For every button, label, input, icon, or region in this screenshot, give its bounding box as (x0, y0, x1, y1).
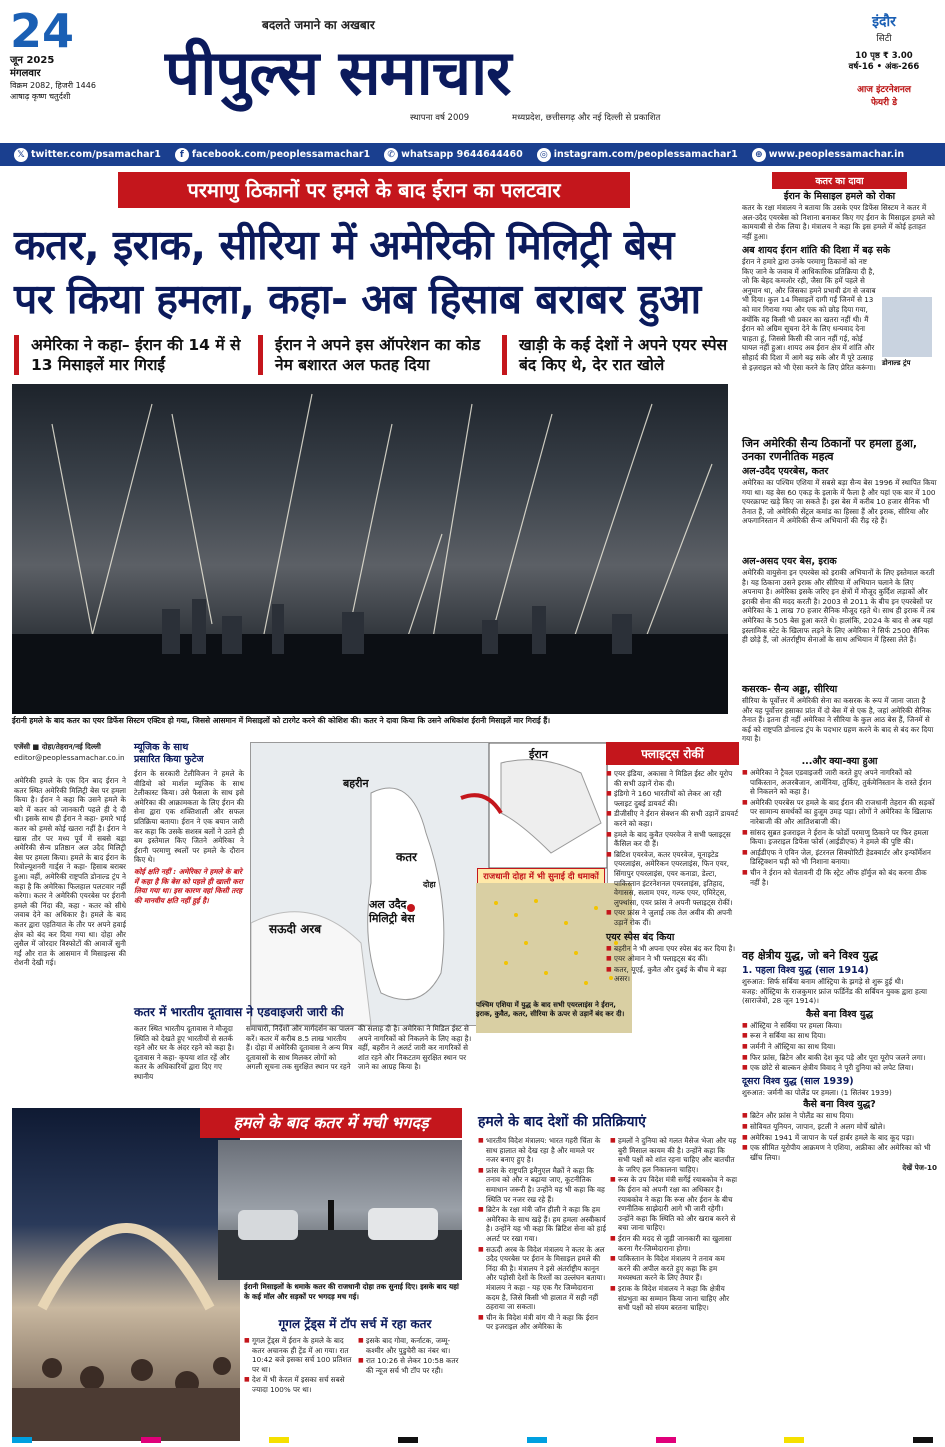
sidebar-text-2: ईरान ने हमारे द्वारा उनके परमाणु ठिकानों को नष्ट किए जाने के जवाब में आधिकारिक प्रतिक्रिया दी है, जो कि बेहद कमजोर रही, जैसा कि हमें पहले से अनुमान था, और जिसका हमने प्रभावी ढंग से जवाब भी दिया। कुल 14 मिसाइलें दागी गईं जिनमें से 13 को मार गिराया गया और एक को छोड़ दिया गया, क्योंकि वह किसी भी प्रकार का खतरा नहीं थी। मैं ईरान को अग्रिम सूचना देने के लिए धन्यवाद देना चाहता हूं, जिससे किसी की जान नहीं गई, कोई घायल नहीं हुआ। शायद अब ईरान क्षेत्र में शांति और सौहार्द की दिशा में आगे बढ़ सके और मैं पूरे उत्साह से इज़राइल को भी ऐसा करने के लिए प्रेरित करूंगा। (742, 257, 876, 372)
airspace-list (606, 944, 739, 984)
reaction-item: ■ हमलों ने दुनिया को गलत मैसेज भेजा और यह बुरी मिसाल कायम की है। उन्होंने कहा कि सभी पक्षों को शांत रहना चाहिए और बातचीत के जरिए हल निकालना चाहिए। (610, 1136, 738, 1174)
map-note: राजधानी दोहा में भी सुनाई दी धमाकों (477, 868, 605, 898)
masthead-logo: पीपुल्स समाचार (165, 36, 511, 109)
headline-line-2: पर किया हमला, कहा- अब हिसाब बराबर हुआ (14, 275, 701, 323)
sidebar-list-12 (742, 1111, 937, 1162)
reaction-item: ■ रूस के उप विदेश मंत्री सर्गेई रयाबकोव ने कहा कि ईरान को अपनी रक्षा का अधिकार है। रयाबकोव ने कहा कि रूस और ईरान के बीच रणनीतिक साझेदारी आगे भी जारी रहेगी। उन्होंने कहा कि स्थिति को और खराब करने से बचा जाना चाहिए। (610, 1175, 738, 1233)
date-tithi: आषाढ़ कृष्ण चतुर्दशी (10, 92, 71, 101)
google-item: ■ देश में भी केरल में इसका सर्च सबसे ज्यादा 100% पर था। (244, 1375, 352, 1394)
instagram-icon: ◎ (537, 148, 551, 162)
sidebar-text-11: शुरुआत: जर्मनी का पोलैंड पर हमला। (1 सितंबर 1939) (742, 1087, 892, 1097)
flights-box (606, 742, 739, 985)
google-item: ■ इसके बाद गोवा, कर्नाटक, जम्मू-कश्मीर और पुडुचेरी का नंबर था। (358, 1336, 466, 1355)
lead-kicker: परमाणु ठिकानों पर हमले के बाद ईरान का पलटवार (118, 172, 630, 208)
published-note: मध्यप्रदेश, छत्तीसगढ़ और नई दिल्ली से प्रकाशित (512, 113, 661, 123)
subhead-2: ईरान ने अपने इस ऑपरेशन का कोड नेम बशारत अल फतह दिया (258, 335, 496, 375)
subhead-3: खाड़ी के कई देशों ने अपने एयर स्पेस बंद किए थे, देर रात खोले (502, 335, 732, 375)
flights-title: फ्लाइट्स रोकीं (606, 742, 739, 765)
sidebar-text-6: सीरिया के पूर्वोत्तर में अमेरिकी सेना का कसरक के रूप में जाना जाता है और यह पूर्वोत्तर हसाका प्रांत में दो बेस में से एक है, जहां अमेरिकी सैनिक तैनात हैं। इतना ही नहीं अमेरिका ने सीरिया के कुल आठ बेस हैं, जिनमें से कई को राष्ट्रपति डोनाल्ड ट्रंप के पदभार ग्रहण करने के बाद से बंद कर दिया गया है। (742, 696, 934, 744)
crowd-illustration (12, 1108, 240, 1441)
route-caption: पश्चिम एशिया में युद्ध के बाद सभी एयरलाइंस ने ईरान, इराक, कुवैत, कतर, सीरिया के ऊपर से उड़ानें बंद कर दी। (476, 1001, 625, 1018)
edition-price: 10 पृष्ठ ₹ 3.00 (855, 51, 913, 61)
sidebar-item: ■ सोवियत यूनियन, जापान, इटली ने अलग मोर्चे खोले। (742, 1122, 937, 1132)
missile-trails-illustration (12, 384, 728, 714)
sidebar-head-7: ...और क्या-क्या हुआ (801, 756, 878, 767)
edition-type: सिटी (876, 34, 892, 44)
stampede-banner: हमले के बाद कतर में मची भगदड़ (200, 1108, 462, 1138)
facebook-icon: f (175, 148, 189, 162)
instagram-link[interactable]: ◎ instagram.com/peoplessamachar1 (537, 148, 738, 162)
sidebar-item: ■ रूस ने सर्बिया का साथ दिया। (742, 1031, 937, 1041)
sidebar-item: ■ ब्रिटेन और फ्रांस ने पोलैंड का साथ दिया। (742, 1111, 937, 1121)
sidebar-head-6: कसरक- सैन्य अड्डा, सीरिया (742, 684, 838, 695)
reactions-col-1 (478, 1136, 606, 1436)
twitter-link[interactable]: 𝕏 twitter.com/psamachar1 (14, 148, 161, 162)
parking-photo (218, 1140, 462, 1280)
airspace-head: एयर स्पेस बंद किया (606, 931, 675, 943)
music-head-2: प्रसारित किया फुटेज (134, 754, 204, 765)
whatsapp-link[interactable]: ✆ whatsapp 9644644460 (384, 148, 523, 162)
sidebar-text-4: अमेरिका का पश्चिम एशिया में सबसे बड़ा सैन्य बेस 1996 में स्थापित किया गया था। यह बेस 60 एकड़ के इलाके में फैला है और यहां एक बार में 100 एयरक्राफ्ट खड़े किए जा सकते हैं। इस बेस में करीब 10 हजार सैनिक भी तैनात हैं, जो अमेरिकी सेंट्रल कमांड का हिस्सा हैं और इराक, सीरिया और अफगानिस्तान में अमेरिकी सैन्य अभियानों की रीढ़ रहे हैं। (742, 478, 937, 526)
reaction-item: ■ भारतीय विदेश मंत्रालय: भारत गहरी चिंता के साथ हालात को देख रहा है और मामले पर नजर बनाए हुए है। (478, 1136, 606, 1165)
facebook-link[interactable]: f facebook.com/peoplessamachar1 (175, 148, 370, 162)
today-label-2: फेयरी डे (870, 98, 898, 108)
founded-note: स्थापना वर्ष 2009 (410, 113, 470, 123)
trump-quote-box (742, 257, 937, 435)
sidebar-head-5: अल-असद एयर बेस, इराक (742, 556, 837, 567)
sidebar-head-8: वह क्षेत्रीय युद्ध, जो बने विश्व युद्ध (742, 949, 878, 962)
map-label-bahrain: बहरीन (343, 777, 369, 790)
stampede-photo (12, 1108, 240, 1441)
edition-block (830, 12, 938, 108)
music-quote: कोई क्षति नहीं : अमेरिका ने हमले के बारे में कहा है कि बेस को पहले ही खाली करा लिया गया था। इस कारण वहां किसी तरह की मानवीय क्षति नहीं हुई है। (134, 866, 243, 905)
map-label-saudi: सऊदी अरब (269, 922, 322, 936)
globe-icon: ⊕ (752, 148, 766, 162)
whatsapp-icon: ✆ (384, 148, 398, 162)
continued-link[interactable]: देखें पेज-10 (902, 1163, 937, 1173)
lead-photo (12, 384, 728, 714)
byline-email: editor@peoplessamachar.co.in (14, 752, 125, 762)
advisory-col-3: की सलाह दी है। अमेरिका ने मिडिल ईस्ट से अपने नागरिकों को निकलने के लिए कहा है। वहीं, बहरीन ने अलर्ट जारी कर नागरिकों से शांत रहने और निकटतम सुरक्षित स्थान पर जाने का आग्रह किया है। (358, 1024, 472, 1072)
today-label: आज इंटरनेशनल (857, 85, 911, 95)
date-weekday: मंगलवार (10, 68, 41, 79)
sidebar-item: ■ एक छोटे से बाल्कन क्षेत्रीय विवाद ने पूरी दुनिया को लपेट लिया। (742, 1063, 937, 1073)
advisory-head: कतर में भारतीय दूतावास ने एडवाइजरी जारी की (134, 1005, 344, 1019)
sidebar-item: ■ फिर फ्रांस, ब्रिटेन और बाकी देश कूद पड़े और पूरा यूरोप जलने लगा। (742, 1053, 937, 1063)
map-label-iran: ईरान (529, 748, 548, 761)
date-month: जून 2025 (10, 55, 55, 66)
date-samvat: विक्रम 2082, हिजरी 1446 (10, 81, 96, 90)
sidebar-head-10: कैसे बना विश्व युद्ध (806, 1008, 873, 1020)
flights-item: ■ ब्रिटिश एयरवेज, कतर एयरवेज, यूनाइटेड एयरलाइंस, अमेरिकन एयरलाइंस, फिन एयर, सिंगापुर एयरलाइंस, एयर कनाडा, डेल्टा, पाकिस्तान इंटरनेशनल एयरलाइंस, इतिहाद, वेगासस, सलाम एयर, गल्फ एयर, एमिरेट्स, लुफ्थांसा, एयर फ्रांस ने अपनी फ्लाइट्स रोकीं। (606, 850, 739, 908)
sidebar-item: ■ अमेरिकी एयरबेस पर हमले के बाद ईरान की राजधानी तेहरान की सड़कों पर सामान्य समर्थकों का हुजूम उमड़ पड़ा। लोगों ने अमेरिका के खिलाफ नारेबाजी की और आतिशबाजी की। (742, 798, 937, 827)
reaction-item: ■ ब्रिटेन के रक्षा मंत्री जॉन हीली ने कहा कि हम अमेरिका के साथ खड़े हैं। हम हमला अस्वीकार्य है। उन्होंने यह भी कहा कि ब्रिटिश सेना को हाई अलर्ट पर रखा गया। (478, 1205, 606, 1243)
advisory-col-1: कतर स्थित भारतीय दूतावास ने मौजूदा स्थिति को देखते हुए भारतीयों से सतर्क रहने और घर के अंदर रहने को कहा है। दूतावास ने कहा- कृपया शांत रहें और कतर के अधिकारियों द्वारा दिए गए स्थानीय (134, 1024, 235, 1081)
google-head: गूगल ट्रेंड्स में टॉप सर्च में रहा कतर (278, 1317, 432, 1331)
x-icon: 𝕏 (14, 148, 28, 162)
parking-illustration (218, 1140, 462, 1280)
airspace-item: ■ बहरीन ने भी अपना एयर स्पेस बंद कर दिया है। (606, 944, 739, 954)
trump-name: डोनाल्ड ट्रंप (882, 359, 911, 367)
sidebar-head-9: 1. पहला विश्व युद्ध (साल 1914) (742, 965, 869, 976)
website-link[interactable]: ⊕ www.peoplessamachar.in (752, 148, 904, 162)
sidebar-text-9a: शुरुआत: सिर्फ सर्बिया बनाम ऑस्ट्रिया के झगड़े से शुरू हुई थी। (742, 977, 904, 986)
lead-headline (14, 218, 736, 326)
sidebar-item: ■ आईडीएफ ने एविन जेल, इंटरनल सिक्योरिटी हेडक्वार्टर और इन्फॉर्मेशन डिस्ट्रिक्शन घड़ी को भी निशाना बनाया। (742, 848, 937, 867)
google-item: ■ गूगल ट्रेंड्स में ईरान के हमले के बाद कतर अचानक ही ट्रेंड में आ गया। रात 10:42 बजे इसका सर्च 100 प्रतिशत पर था। (244, 1336, 352, 1374)
map-label-base: अल उदैद मिलिट्री बेस (369, 898, 415, 925)
flights-item: ■ एयर इंडिया, अकासा ने मिडिल ईस्ट और यूरोप की सभी उड़ानें रोक दी। (606, 769, 739, 788)
map-label-qatar: कतर (396, 850, 417, 864)
sidebar-item: ■ एक सीमित यूरोपीय आक्रमण ने एशिया, अफ्रीका और अमेरिका को भी खींच लिया। (742, 1143, 937, 1162)
reaction-item: ■ फ्रांस के राष्ट्रपति इमैनुएल मैक्रों ने कहा कि तनाव को और न बढ़ाया जाए, कूटनीतिक समाधान जरूरी है। उन्होंने यह भी कहा कि वह स्थिति पर नजर रख रहे हैं। (478, 1166, 606, 1204)
reaction-item: ■ सऊदी अरब के विदेश मंत्रालय ने कतर के अल उदैद एयरबेस पर ईरान के मिसाइल हमले की निंदा की है। मंत्रालय ने इसे अंतर्राष्ट्रीय कानून और पड़ोसी देशों के रिश्तों का उल्लंघन बताया। मंत्रालय ने कहा - यह एक गैर जिम्मेदाराना कदम है, जिसे किसी भी हालात में सही नहीं ठहराया जा सकता। (478, 1245, 606, 1312)
reaction-item: ■ पाकिस्तान के विदेश मंत्रालय ने तनाव कम करने की अपील करते हुए कहा कि हम मध्यस्थता करने के लिए तैयार हैं। (610, 1254, 738, 1283)
google-item: ■ रात 10:26 से लेकर 10:58 कतर की न्यूज सर्च भी टॉप पर रही। (358, 1356, 466, 1375)
sidebar-item: ■ ऑस्ट्रिया ने सर्बिया पर हमला किया। (742, 1021, 937, 1031)
sidebar-head-2: अब शायद ईरान शांति की दिशा में बढ़ सके (742, 245, 891, 256)
trump-photo (882, 297, 932, 357)
sidebar-head-11: दूसरा विश्व युद्ध (साल 1939) (742, 1075, 854, 1087)
sidebar-head-4: अल-उदैद एयरबेस, कतर (742, 466, 829, 477)
edition-volume: वर्ष-16 • अंक-266 (848, 62, 920, 72)
sidebar-text-9b: वजह: ऑस्ट्रिया के राजकुमार फ्रांज फर्डिनेंड की सर्बियन युवक द्वारा हत्या (साराजेवो, 28 जून 1914)। (742, 986, 927, 1006)
sidebar-item: ■ चीन ने ईरान को चेतावनी दी कि स्ट्रेट ऑफ हॉर्मुज को बंद करना ठीक नहीं है। (742, 868, 937, 887)
headline-line-1: कतर, इराक, सीरिया में अमेरिकी मिलिट्री बेस (14, 221, 674, 269)
flights-item: ■ हमले के बाद कुवैत एयरवेज ने सभी फ्लाइट्स कैंसिल कर दी हैं। (606, 830, 739, 849)
color-registration-bar (0, 1437, 945, 1443)
date-block (10, 4, 150, 102)
flights-item: ■ इंडिगो ने 160 भारतीयों को लेकर आ रही फ्लाइट दुबई डायवर्ट की। (606, 789, 739, 808)
lead-body-text: अमेरिकी हमले के एक दिन बाद ईरान ने कतर स्थित अमेरिकी मिलिट्री बेस पर हमला किया है। ईरान ने कहा कि उसने हमले के बारे में कतर को जानकारी पहले ही दे दी थी। इसके साथ ही ईरान ने कहा- हमारे भाई कतर को हमसे कोई खतरा नहीं है। ईरान ने खास तौर पर मध्य पूर्व में सबसे बड़ा अमेरिकी सैन्य प्रतिष्ठान अल उदैद मिलिट्री बेस पर हमला किया। हमले के बाद ईरान के रिवोल्यूशनरी गार्ड्स ने कहा- हिसाब बराबर हुआ। वहीं, अमेरिकी राष्ट्रपति डोनाल्ड ट्रंप ने कहा है कि अमेरिका फिलहाल पलटवार नहीं करेगा। कतर ने अमेरिकी एयरबेस पर ईरानी हमले की निंदा की, कहा - कतर को सीधे जवाब देने का अधिकार है। हमले के बाद कतर द्वारा एहतियात के तौर पर अपने हवाई क्षेत्र को बंद कर दिया गया था। दोहा और लुसैल में जोरदार विस्फोटों की आवाजें सुनी गईं और रात के आसमान में मिसाइल्स की रोशनी देखी गई। (14, 776, 126, 968)
date-day: 24 (10, 4, 75, 58)
flights-item: ■ एयर फ्रांस ने जुलाई तक तेल अवीव की अपनी उड़ानें रोक दीं। (606, 908, 739, 927)
tagline: बदलते जमाने का अखबार (262, 18, 375, 32)
lead-photo-caption: ईरानी हमले के बाद कतर का एयर डिफेंस सिस्टम एक्टिव हो गया, जिससे आसमान में मिसाइलों को टारगेट करने की कोशिश की। कतर ने दावा किया कि उसने अधिकांश ईरानी मिसाइलें मार गिराई हैं। (12, 716, 551, 725)
reactions-head: हमले के बाद देशों की प्रतिक्रियाएं (478, 1114, 646, 1130)
sidebar-head-1: ईरान के मिसाइल हमले को रोका (783, 191, 896, 202)
social-bar (0, 143, 945, 166)
byline: एजेंसी ■ दोहा/तेहरान/नई दिल्ली (14, 742, 101, 751)
music-head-1: म्यूजिक के साथ (134, 742, 189, 753)
google-col-1 (244, 1336, 352, 1396)
advisory-col-2: समाचारों, निर्देशों और मार्गदर्शन का पालन करें। कतर में करीब 8.5 लाख भारतीय हैं। दोहा में अमेरिकी दूतावास ने अन्य मित्र दूतावासों के साथ मिलकर लोगों को अगली सूचना तक सुरक्षित स्थान पर रहने (246, 1024, 354, 1072)
lead-byline (14, 742, 124, 763)
reaction-item: ■ इराक के विदेश मंत्रालय ने कहा कि क्षेत्रीय संप्रभुता का सम्मान किया जाना चाहिए और सभी पक्षों को संयम बरतना चाहिए। (610, 1284, 738, 1313)
sidebar-list-7 (742, 768, 937, 948)
sidebar-text-5: अमेरिकी वायुसेना इन एयरबेस को इराकी अभियानों के लिए इस्तेमाल करती है। यह ठिकाना उसने इराक और सीरिया में अभियान चलाने के लिए अपनाया है। अमेरिका इसके जरिए इन क्षेत्रों में मौजूद कुर्दिश लड़ाकों और इराकी सेना की मदद करती है। 2003 से 2011 के बीच इन एयरबेसों पर अमेरिका के 1 लाख 70 हजार सैनिक मौजूद रहते थे। साथ ही इराक में तब अमेरिका के 505 बेस हुआ करते थे। हालांकि, 2024 के बाद से अब यहां इस्लामिक स्टेट के खिलाफ लड़ने के लिए अमेरिका ने सिर्फ 2500 सैनिक ही छोड़े हैं, जो अंतर्राष्ट्रीय सेनाओं के साथ अभियान में हिस्सा लेते हैं। (742, 568, 935, 645)
edition-city: इंदौर (872, 14, 896, 30)
sidebar-head-3: जिन अमेरिकी सैन्य ठिकानों पर हमला हुआ, उनका रणनीतिक महत्व (742, 437, 918, 463)
airspace-item: ■ एयर ओमान ने भी फ्लाइट्स बंद कीं। (606, 954, 739, 964)
google-col-2 (358, 1336, 466, 1376)
sidebar-item: ■ जर्मनी ने ऑस्ट्रिया का साथ दिया। (742, 1042, 937, 1052)
reaction-item: ■ चीन के विदेश मंत्री वांग यी ने कहा कि ईरान पर इजराइल और अमेरिका के (478, 1313, 606, 1332)
sidebar-item: ■ अमेरिका ने ट्रैवल एडवाइजरी जारी करते हुए अपने नागरिकों को पाकिस्तान, अजरबैजान, आर्मेनिया, तुर्किए, तुर्कमेनिस्तान के रास्ते ईरान से निकलने को कहा है। (742, 768, 937, 797)
sidebar-list-10 (742, 1021, 937, 1073)
map-label-doha: दोहा (423, 880, 436, 889)
sidebar-item: ■ अमेरिका 1941 में जापान के पर्ल हार्बर हमले के बाद कूद पड़ा। (742, 1133, 937, 1143)
reaction-item: ■ ईरान की मदद से जुड़ी जानकारी का खुलासा करना गैर-जिम्मेदाराना होगा। (610, 1234, 738, 1253)
music-box (134, 742, 244, 905)
sidebar-head-12: कैसे बना विश्व युद्ध? (803, 1099, 876, 1111)
right-sidebar (742, 172, 937, 1447)
flights-item: ■ डीजीसीए ने ईरान सेक्शन की सभी उड़ानें डायवर्ट करने को कहा। (606, 809, 739, 828)
stampede-caption: ईरानी मिसाइलों के धमाके कतर की राजधानी दोहा तक सुनाई दिए। इसके बाद यहां के कई मॉल और सड़कों पर भगदड़ मच गई। (244, 1282, 459, 1301)
sidebar-text-1: कतर के रक्षा मंत्रालय ने बताया कि उसके एयर डिफेंस सिस्टम ने कतर में अल-उदैद एयरबेस को निशाना बनाकर किए गए ईरान के मिसाइल हमले को कामयाबी से रोक लिया है। मंत्रालय ने कहा कि इस हमले में कोई हताहत नहीं हुआ। (742, 203, 935, 241)
airspace-item: ■ कतर, यूएई, कुवैत और दुबई के बीच मे बड़ा असर। (606, 965, 739, 984)
subhead-1: अमेरिका ने कहा– ईरान की 14 में से 13 मिसाइलें मार गिराईं (14, 335, 252, 375)
sidebar-item: ■ सांसद सुब्रत इजराइल ने ईरान के फोर्डो परमाणु ठिकाने पर फिर हमला किया। इजराइल डिफेंस फोर्स (आईडीएफ) ने हमले की पुष्टि की। (742, 828, 937, 847)
flights-list (606, 769, 739, 928)
reactions-col-2 (610, 1136, 738, 1436)
music-text: ईरान के सरकारी टेलीविजन ने हमले के वीडियो को मार्शल म्यूजिक के साथ टेलीकास्ट किया। उसे फैसला के साथ इसे अमेरिका की आक्रामकता के लिए ईरान की सेना द्वारा एक शक्तिशाली और सफल प्रतिक्रिया बताया। ईरान ने एक बयान जारी कर कहा कि उसके सशस्त्र बलों ने उतने ही बम इस्तेमाल किए जितने अमेरिका ने ईरानी परमाणु स्थलों पर हमले के दौरान किए थे। (134, 769, 244, 865)
sidebar-tag: कतर का दावा (772, 172, 907, 189)
